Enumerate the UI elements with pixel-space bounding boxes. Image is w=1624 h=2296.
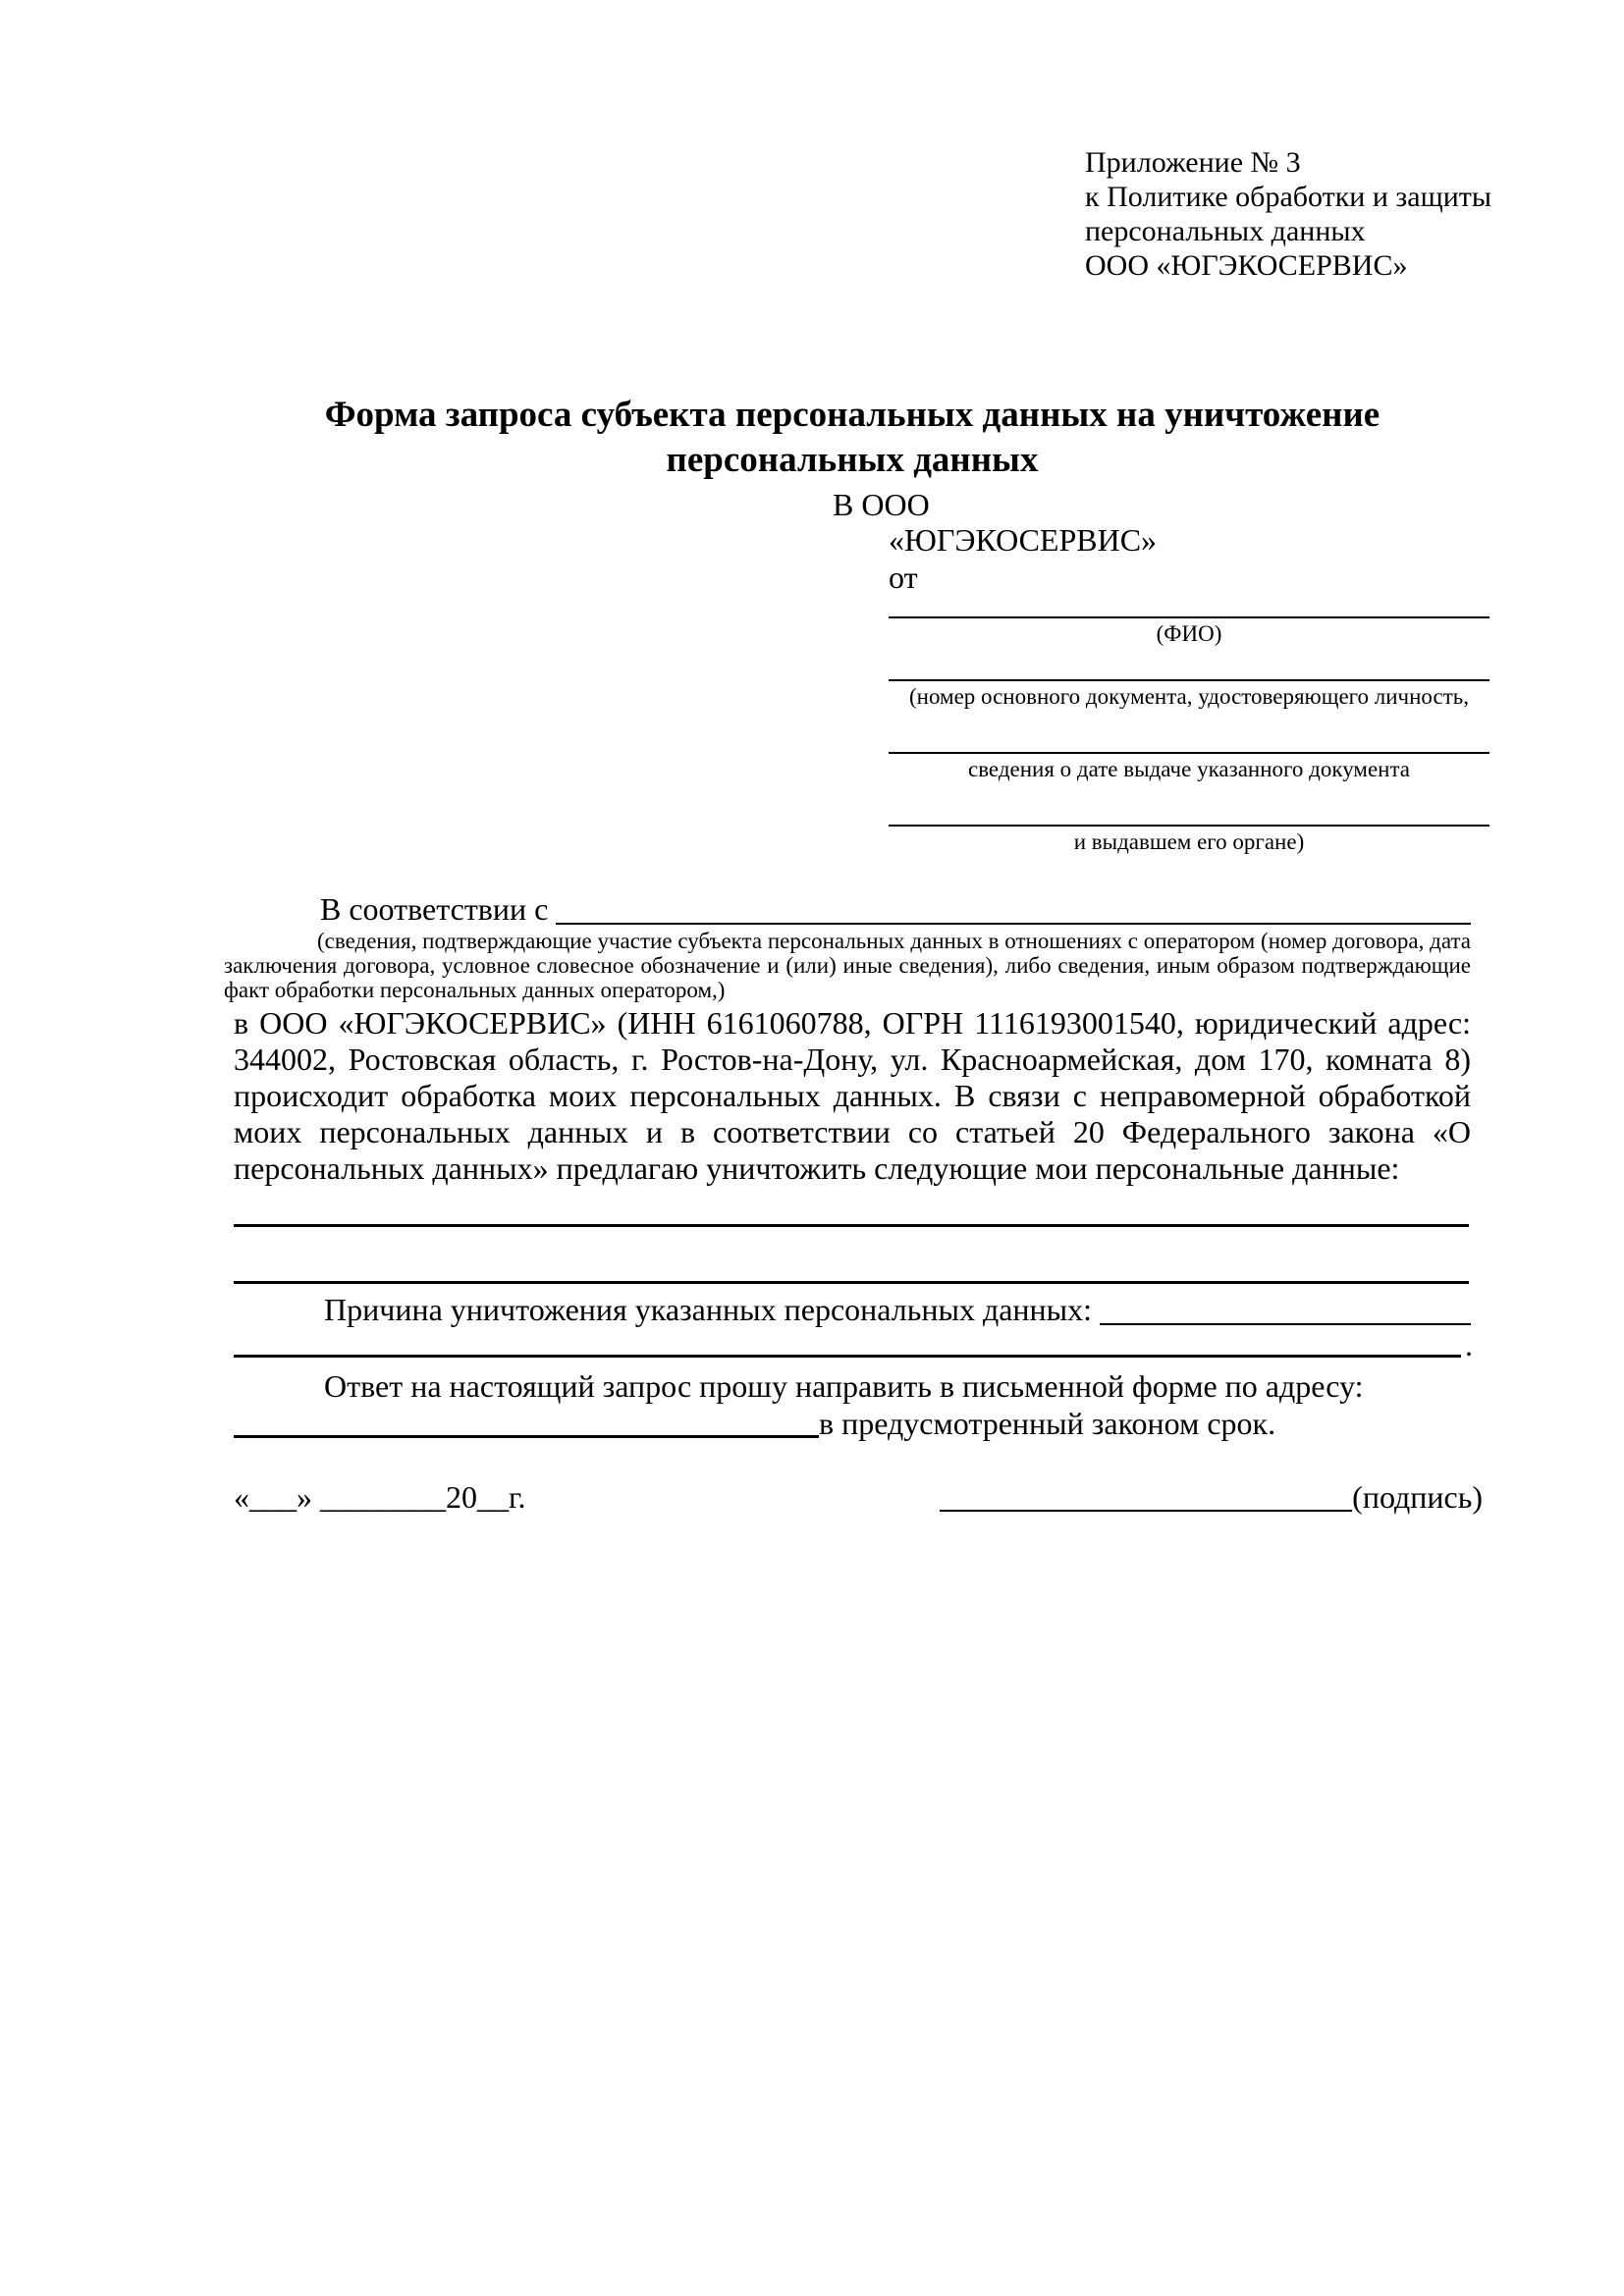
accordance-note: (сведения, подтверждающие участие субъекта персональных данных в отношениях с оператором (номер договора, дата заключения договора, условное словесное обозначение и (или) иные сведения), либо сведения, иным образом подтверждающие факт обработки персональных данных оператором,)	[224, 929, 1471, 1002]
date-signature-row	[234, 1478, 1483, 1516]
addressee-line-2: «ЮГЭКОСЕРВИС»	[889, 522, 1158, 558]
document-title: Форма запроса субъекта персональных данных на уничтожение персональных данных	[324, 395, 1380, 480]
reason-continuation-blank-line	[234, 1327, 1461, 1358]
appendix-header-line: ООО «ЮГЭКОСЕРВИС»	[1085, 249, 1408, 282]
signature-group	[940, 1478, 1483, 1516]
reason-period: .	[1465, 1327, 1473, 1362]
fio-blank-group	[889, 589, 1489, 647]
personal-data-blank-line-1	[234, 1195, 1469, 1227]
issue-date-caption: сведения о дате выдаче указанного документа	[967, 757, 1411, 781]
signature-blank-line	[940, 1482, 1352, 1512]
fio-blank-line	[889, 589, 1489, 618]
document-number-blank-line	[889, 652, 1489, 681]
answer-lead-paragraph: Ответ на настоящий запрос прошу направить в письменной форме по адресу:	[324, 1368, 1364, 1404]
answer-address-row	[234, 1406, 1471, 1441]
issue-date-blank-group	[889, 724, 1489, 782]
issuing-authority-caption: и выдавшем его органе)	[1073, 829, 1305, 854]
accordance-blank-line	[556, 893, 1471, 925]
date-blank-text: «___» ________20__г.	[234, 1479, 526, 1515]
issue-date-blank-line	[889, 724, 1489, 754]
document-number-caption: (номер основного документа, удостоверяющего личность,	[908, 684, 1469, 709]
issuing-authority-blank-line	[889, 797, 1489, 827]
issuing-authority-blank-group	[889, 797, 1489, 855]
appendix-header	[1085, 145, 1507, 283]
fio-caption: (ФИО)	[1156, 621, 1222, 646]
appendix-header-line: к Политике обработки и защиты	[1085, 181, 1492, 213]
accordance-lead: В соответствии с	[320, 891, 549, 927]
personal-data-blank-line-2	[234, 1252, 1469, 1284]
appendix-header-line: Приложение № 3	[1085, 146, 1301, 179]
appendix-header-line: персональных данных	[1085, 215, 1366, 247]
reason-continuation-row	[234, 1327, 1473, 1362]
reason-row	[234, 1292, 1471, 1328]
answer-tail: в предусмотренный законом срок.	[819, 1406, 1276, 1441]
addressee-line-3: от	[889, 560, 918, 595]
document-number-blank-group	[889, 652, 1489, 710]
reason-blank-line	[1100, 1294, 1471, 1325]
addressee-line-1: В ООО	[833, 487, 930, 522]
reason-label: Причина уничтожения указанных персональных данных:	[324, 1292, 1093, 1327]
body-paragraph: в ООО «ЮГЭКОСЕРВИС» (ИНН 6161060788, ОГРН 1116193001540, юридический адрес: 344002, Ростовская область, г. Ростов-на-Дону, ул. Красноармейская, дом 170, комната 8) происходит обработка моих персональных данных. В связи с неправомерной обработкой моих персональных данных и в соответствии со статьей 20 Федерального закона «О персональных данных» предлагаю уничтожить следующие мои персональные данные:	[234, 1005, 1471, 1186]
signature-caption: (подпись)	[1352, 1479, 1483, 1515]
accordance-row	[234, 891, 1471, 928]
answer-address-blank-line	[234, 1408, 819, 1438]
